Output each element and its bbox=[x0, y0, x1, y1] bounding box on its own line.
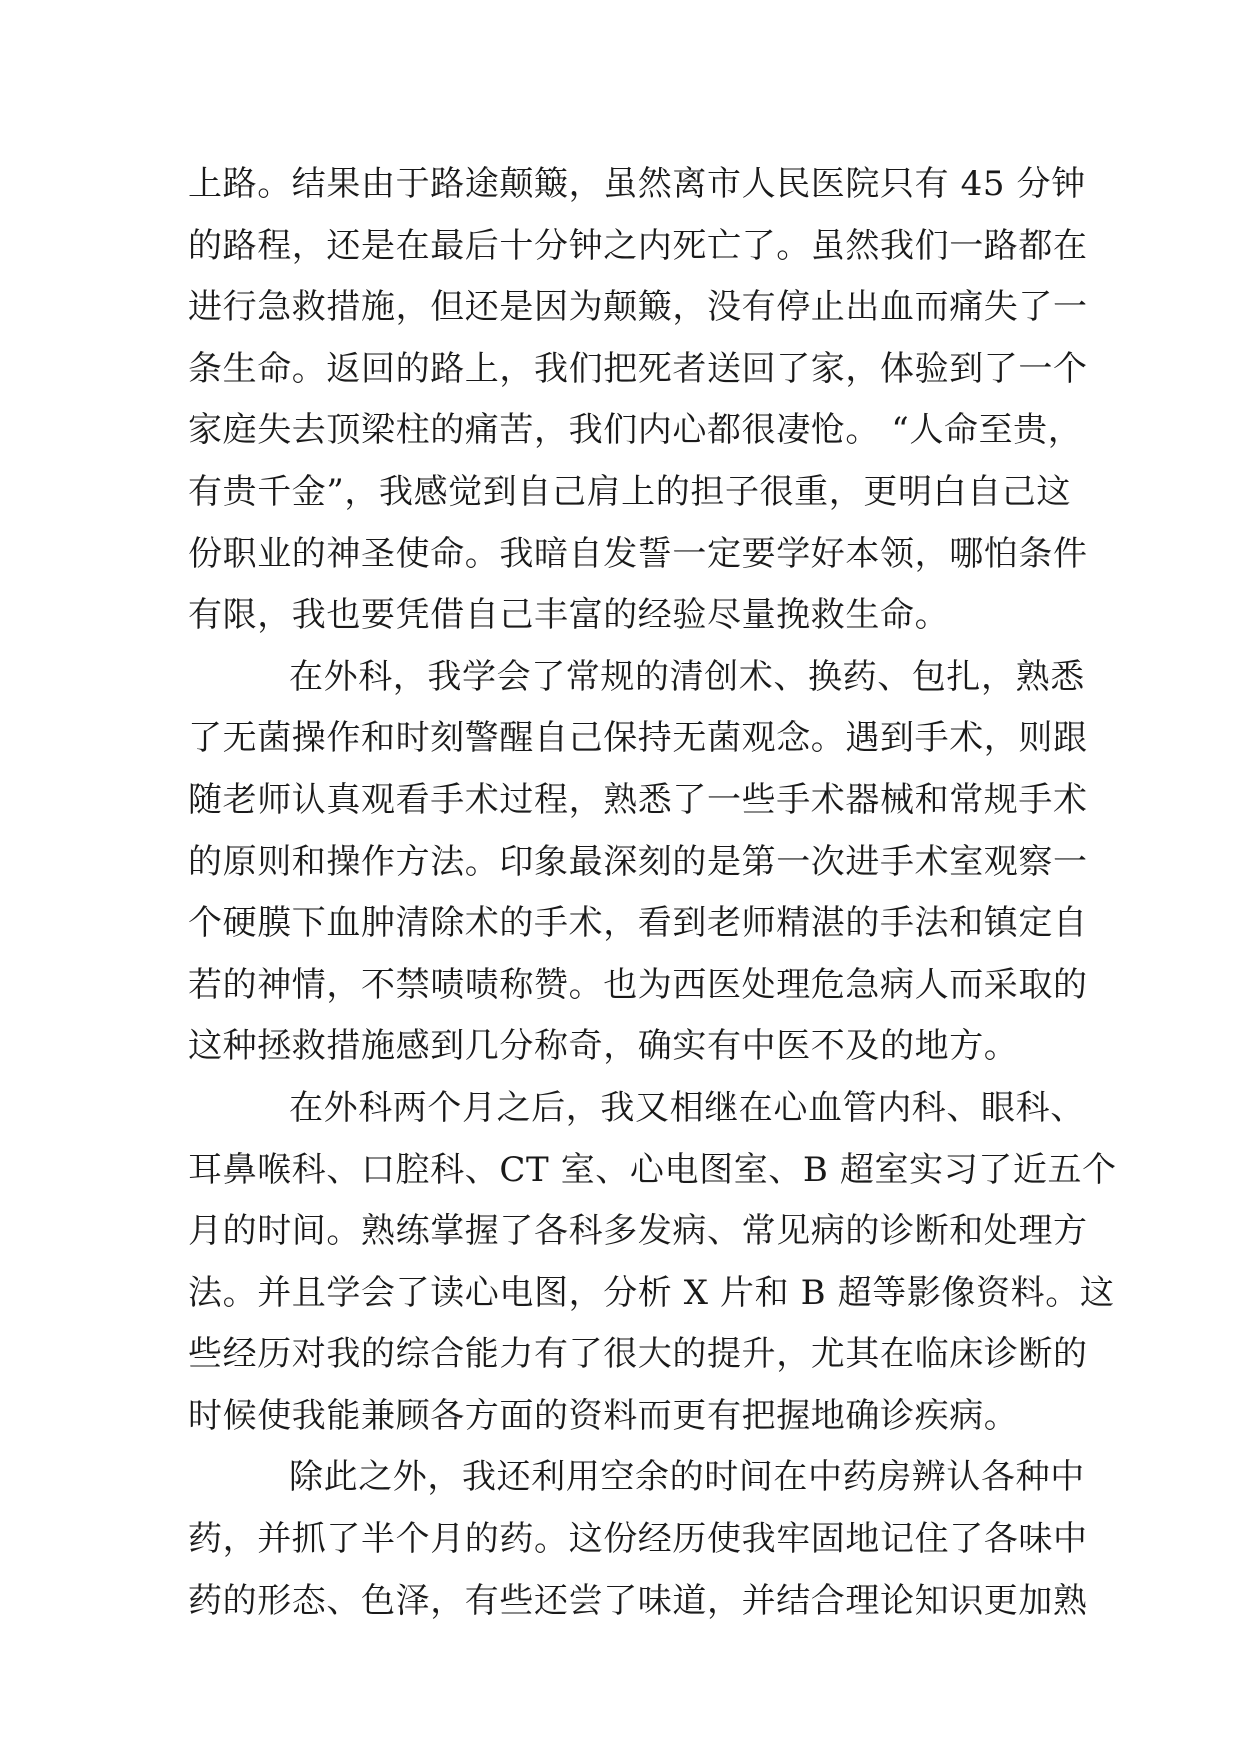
text-line: 条生命。返回的路上，我们把死者送回了家，体验到了一个 bbox=[188, 348, 1088, 389]
paragraph-first-line: 在外科，我学会了常规的清创术、换药、包扎，熟悉 bbox=[289, 656, 1085, 697]
text-line: 的路程，还是在最后十分钟之内死亡了。虽然我们一路都在 bbox=[188, 225, 1088, 266]
text-line: 的原则和操作方法。印象最深刻的是第一次进手术室观察一 bbox=[188, 841, 1088, 882]
text-line: 上路。结果由于路途颠簸，虽然离市人民医院只有 45 分钟 bbox=[188, 164, 1086, 204]
text-line: 家庭失去顶梁柱的痛苦，我们内心都很凄怆。 “人命至贵， bbox=[188, 410, 1083, 451]
text-line: 药的形态、色泽，有些还尝了味道，并结合理论知识更加熟 bbox=[188, 1580, 1088, 1621]
text-line: 有贵千金”，我感觉到自己肩上的担子很重，更明白自己这 bbox=[188, 471, 1071, 512]
text-line: 随老师认真观看手术过程，熟悉了一些手术器械和常规手术 bbox=[188, 779, 1088, 820]
text-line: 耳鼻喉科、口腔科、CT 室、心电图室、B 超室实习了近五个 bbox=[188, 1149, 1117, 1190]
paragraph-first-line: 除此之外，我还利用空余的时间在中药房辨认各种中 bbox=[289, 1457, 1085, 1498]
text-line: 些经历对我的综合能力有了很大的提升，尤其在临床诊断的 bbox=[188, 1334, 1088, 1375]
body-text bbox=[188, 154, 1117, 1632]
text-line: 份职业的神圣使命。我暗自发誓一定要学好本领，哪怕条件 bbox=[188, 533, 1088, 574]
text-line: 时候使我能兼顾各方面的资料而更有把握地确诊疾病。 bbox=[188, 1395, 1019, 1436]
text-line: 进行急救措施，但还是因为颠簸，没有停止出血而痛失了一 bbox=[188, 287, 1088, 328]
text-line: 若的神情，不禁啧啧称赞。也为西医处理危急病人而采取的 bbox=[188, 964, 1088, 1005]
text-line: 药，并抓了半个月的药。这份经历使我牢固地记住了各味中 bbox=[188, 1519, 1088, 1560]
text-line: 法。并且学会了读心电图，分析 X 片和 B 超等影像资料。这 bbox=[188, 1272, 1115, 1313]
text-line: 这种拯救措施感到几分称奇，确实有中医不及的地方。 bbox=[188, 1026, 1019, 1067]
paragraph-first-line: 在外科两个月之后，我又相继在心血管内科、眼科、 bbox=[289, 1087, 1085, 1128]
text-line: 个硬膜下血肿清除术的手术，看到老师精湛的手法和镇定自 bbox=[188, 903, 1088, 944]
text-line: 有限，我也要凭借自己丰富的经验尽量挽救生命。 bbox=[188, 595, 950, 636]
text-line: 了无菌操作和时刻警醒自己保持无菌观念。遇到手术，则跟 bbox=[188, 718, 1088, 759]
text-line: 月的时间。熟练掌握了各科多发病、常见病的诊断和处理方 bbox=[188, 1211, 1088, 1252]
